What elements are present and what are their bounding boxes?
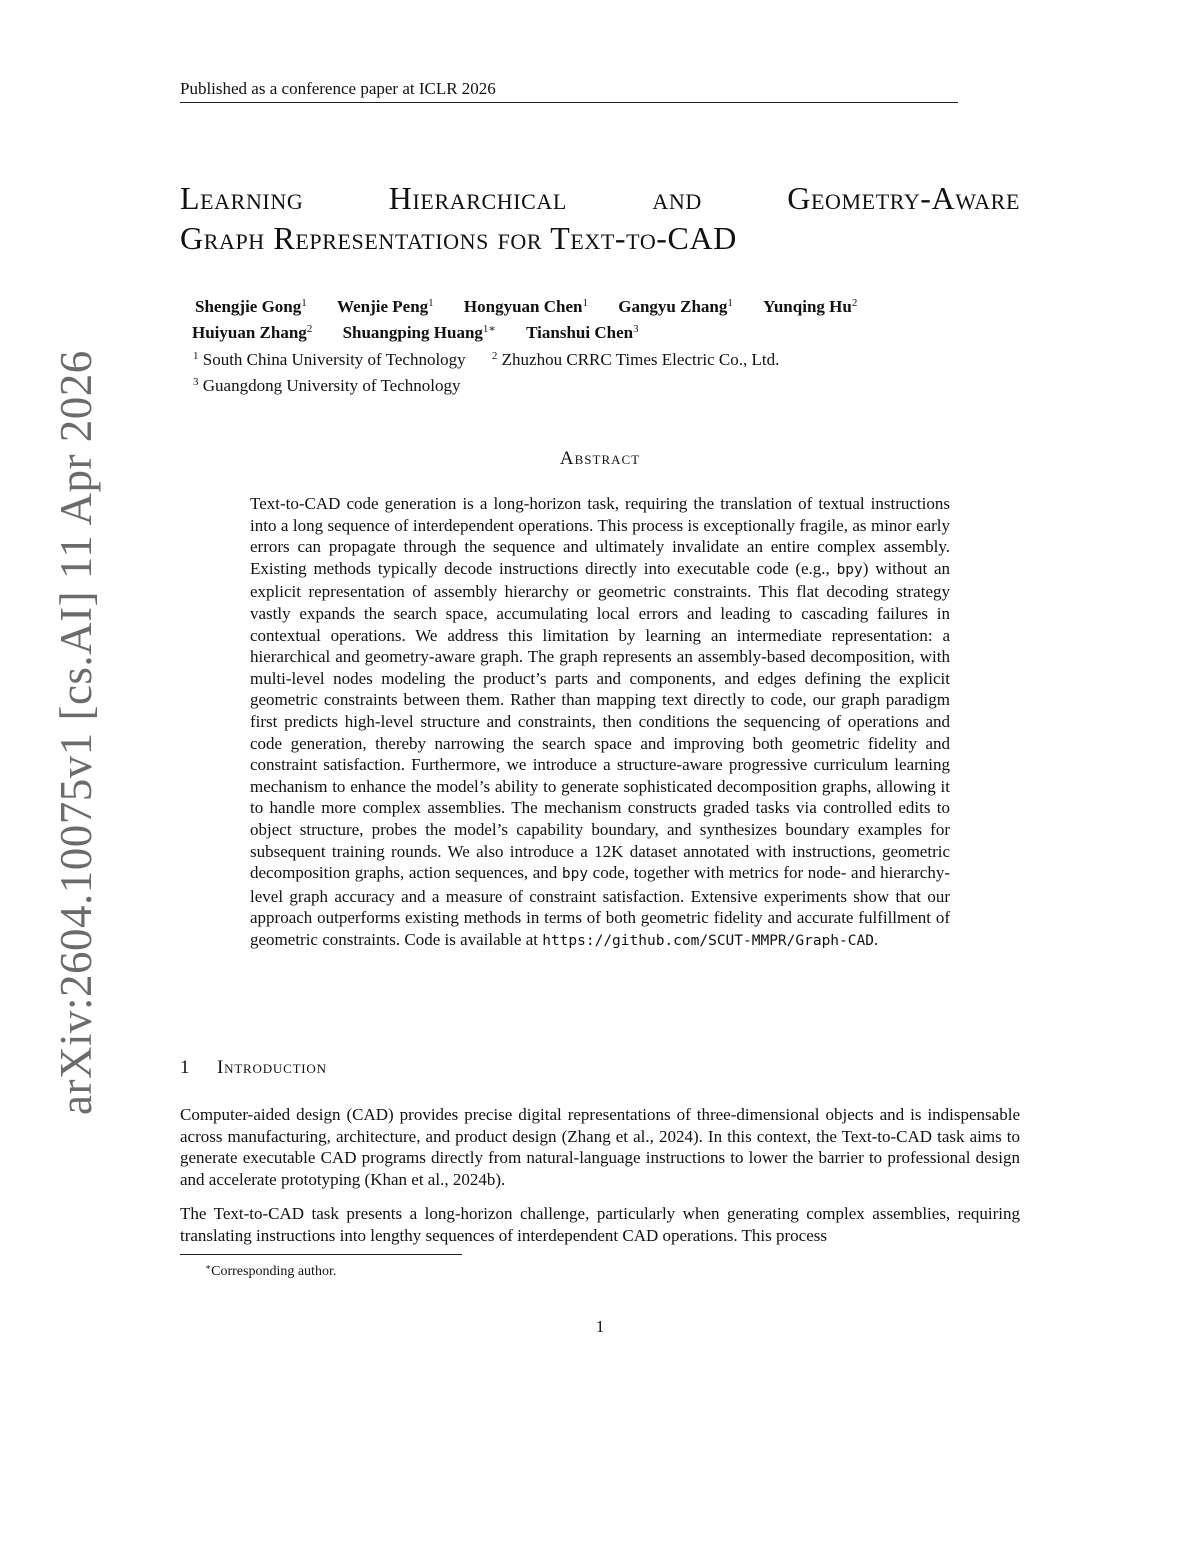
author-name: Shengjie Gong: [195, 297, 302, 316]
affiliation: [193, 345, 466, 371]
author: [526, 318, 638, 344]
code-token: bpy: [836, 561, 863, 578]
author: [763, 292, 857, 318]
abstract-text: code, together with metrics for node- and hierarchy-level graph accuracy and a measure of constraint satisfaction. Extensive experiments show that our approach outperforms existing methods in terms of both geometric fidelity and accurate fulfillment of geometric constraints. Code is available at: [250, 863, 951, 949]
affiliation: [492, 345, 779, 371]
author-affiliation-mark: 1: [301, 297, 307, 309]
author: [192, 318, 312, 344]
affiliation-name: Guangdong University of Technology: [202, 376, 461, 395]
author-name: Wenjie Peng: [337, 297, 429, 316]
author-affiliation-mark: 1: [582, 297, 588, 309]
author-affiliation-mark: 2: [306, 323, 313, 335]
author-name: Hongyuan Chen: [463, 297, 583, 316]
title-line-1: Learning Hierarchical and Geometry-Aware: [180, 180, 1020, 216]
intro-paragraph: Computer-aided design (CAD) provides precise digital representations of three-dimensional objects and is indispensable across manufacturing, architecture, and product design (Zhang et al., 2024). In this context, the Text-to-CAD task aims to generate executable CAD programs directly from natural-language instructions to lower the barrier to professional design and accelerate prototyping (Khan et al., 2024b).: [180, 1105, 1020, 1189]
abstract-body: [250, 493, 950, 952]
footnote-rule: [180, 1254, 462, 1255]
code-url[interactable]: https://github.com/SCUT-MMPR/Graph-CAD: [542, 932, 874, 949]
affiliation-number: 2: [491, 350, 498, 362]
paper-title: [180, 178, 1020, 258]
title-line-2: Graph Representations for Text-to-CAD: [180, 220, 737, 256]
affiliation: [193, 371, 460, 397]
author-name: Yunqing Hu: [763, 297, 852, 316]
author: [195, 292, 307, 318]
abstract-text: Text-to-CAD code generation is a long-horizon task, requiring the translation of textual instructions into a long sequence of interdependent operations. This process is exceptionally fragile, as minor early errors can propagate through the sequence and ultimately invalidate an entire complex assembly. Existing methods typically decode instructions directly into executable code (e.g.,: [250, 494, 950, 578]
author-name: Shuangping Huang: [342, 323, 483, 342]
author-name: Tianshui Chen: [526, 323, 634, 342]
author: [618, 292, 733, 318]
footnote-text: Corresponding author.: [211, 1264, 337, 1279]
footnote: [205, 1258, 336, 1281]
section-heading: [180, 1057, 327, 1079]
author-affiliation-mark: 2: [851, 297, 858, 309]
author: [343, 318, 496, 344]
page-number: 1: [595, 1317, 605, 1336]
affiliation-name: Zhuzhou CRRC Times Electric Co., Ltd.: [501, 350, 780, 369]
abstract-text: .: [873, 929, 879, 949]
footnote-mark: ∗: [205, 1262, 212, 1272]
affiliation-number: 3: [193, 376, 199, 388]
author: [337, 292, 434, 318]
running-head: Published as a conference paper at ICLR 2026: [180, 78, 958, 103]
author-affiliation-mark: 1∗: [482, 323, 496, 335]
abstract-text: ) without an explicit representation of assembly hierarchy or geometric constraints. This flat decoding strategy vastly expands the search space, accumulating local errors and leading to cascading failures in contextual operations. We address this limitation by learning an intermediate representation: a hierarchical and geometry-aware graph. The graph represents an assembly-based decomposition, with multi-level nodes modeling the product’s parts and components, and edges defining the explicit geometric constraints between them. Rather than mapping text directly to code, our graph paradigm first predicts high-level structure and constraints, then conditions the sequencing of operations and code generation, thereby narrowing the search space and improving both geometric fidelity and constraint satisfaction. Furthermore, we introduce a structure-aware progressive curriculum learning mechanism to enhance the model’s ability to generate sophisticated decomposition graphs, allowing it to handle more complex assemblies. The mechanism constructs graded tasks via controlled edits to object structure, probes the model’s capability boundary, and synthesizes boundary examples for subsequent training rounds. We also introduce a 12K dataset annotated with instructions, geometric decomposition graphs, action sequences, and: [250, 558, 950, 883]
code-token: bpy: [561, 866, 589, 883]
author-name: Gangyu Zhang: [618, 297, 728, 316]
intro-paragraph: The Text-to-CAD task presents a long-horizon challenge, particularly when generating complex assemblies, requiring translating instructions into lengthy sequences of interdependent CAD operations. This process: [180, 1204, 1020, 1245]
section-number: 1: [180, 1057, 191, 1078]
author-list: [192, 292, 975, 344]
author-affiliation-mark: 1: [428, 297, 434, 309]
author-affiliation-mark: 3: [633, 323, 639, 335]
affiliation-list: [193, 345, 993, 397]
author: [464, 292, 588, 318]
abstract-heading: Abstract: [559, 448, 641, 469]
affiliation-number: 1: [193, 350, 199, 362]
author-name: Huiyuan Zhang: [192, 323, 307, 342]
author-affiliation-mark: 1: [727, 297, 733, 309]
section-title: Introduction: [217, 1057, 327, 1078]
affiliation-name: South China University of Technology: [202, 350, 466, 369]
arxiv-identifier: arXiv:2604.10075v1 [cs.AI] 11 Apr 2026: [51, 350, 101, 1115]
